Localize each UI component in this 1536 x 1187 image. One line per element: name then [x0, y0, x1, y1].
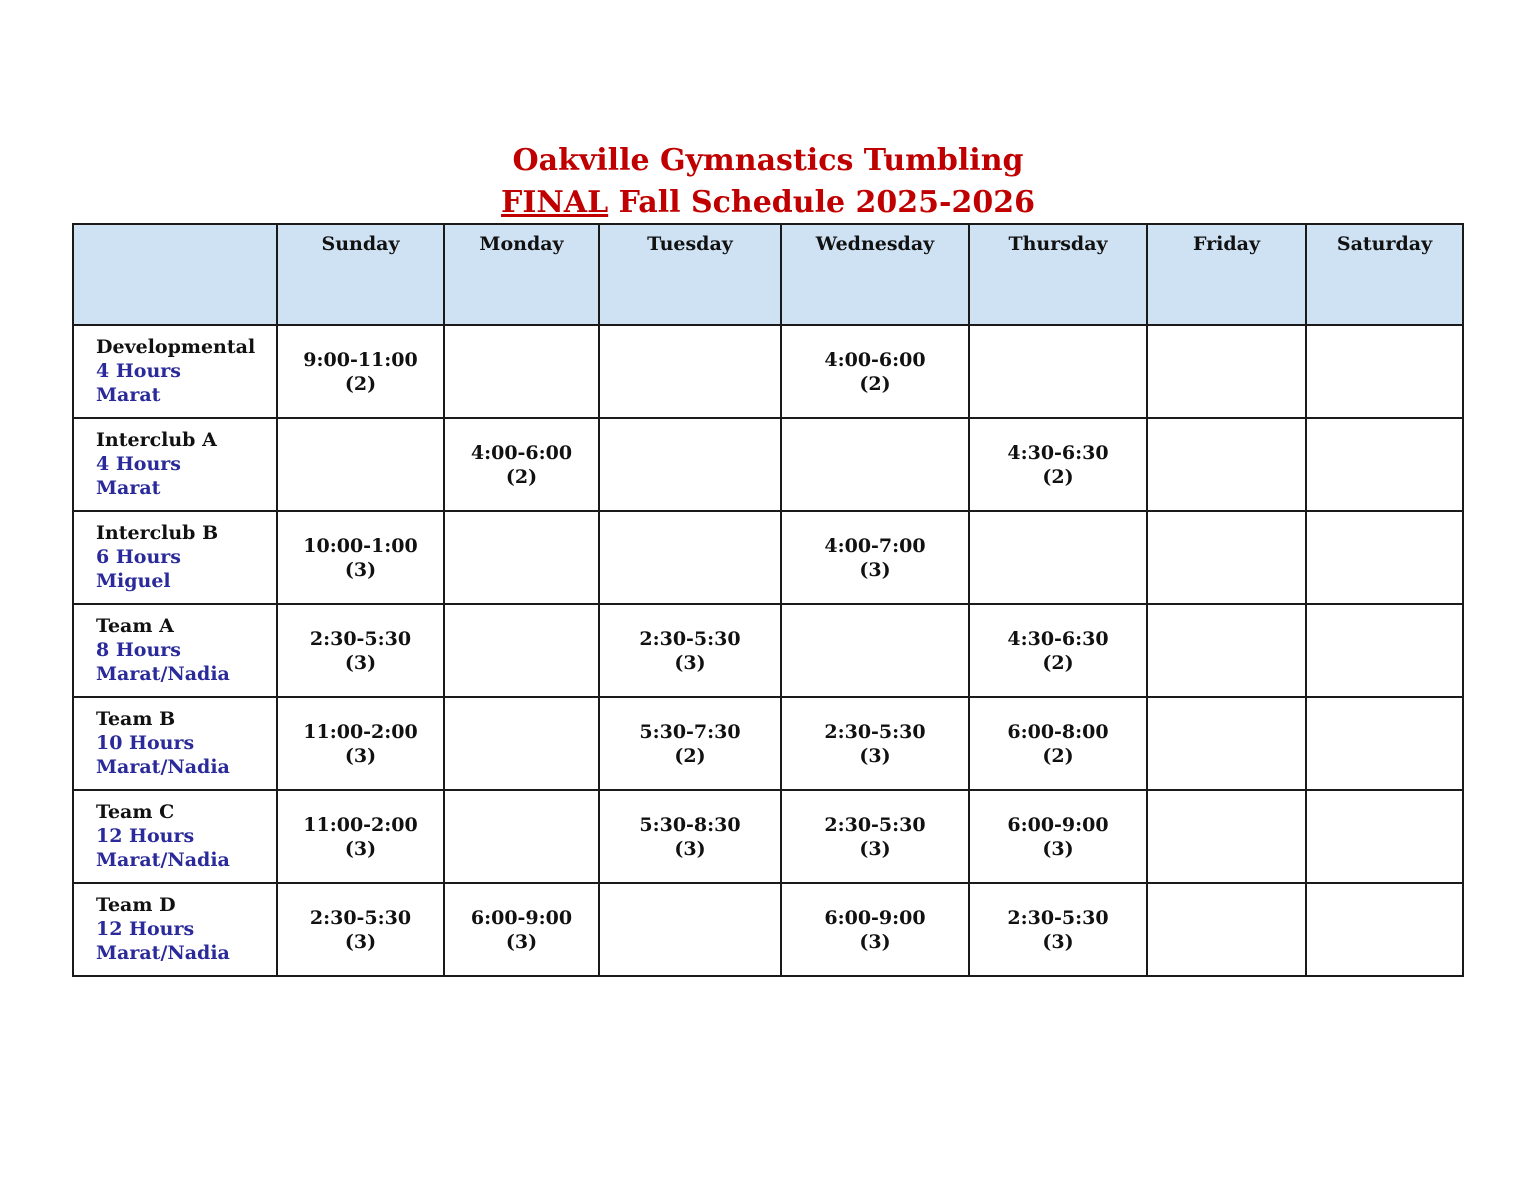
group-cell	[73, 325, 277, 418]
schedule-cell-tuesday	[599, 604, 781, 697]
title-line-2-rest: Fall Schedule 2025-2026	[608, 185, 1035, 220]
slot-time: 4:00-6:00	[824, 349, 926, 371]
header-friday: Friday	[1147, 224, 1306, 325]
schedule-cell-saturday	[1306, 325, 1463, 418]
group-hours: 12 Hours	[96, 918, 195, 940]
schedule-cell-sunday	[277, 418, 444, 511]
slot-time: 4:30-6:30	[1007, 628, 1109, 650]
header-monday: Monday	[444, 224, 599, 325]
slot-time: 6:00-9:00	[470, 907, 573, 929]
group-cell	[73, 511, 277, 604]
slot-time: 2:30-5:30	[309, 907, 412, 929]
slot-duration: (2)	[1042, 745, 1074, 767]
schedule-cell-tuesday	[599, 511, 781, 604]
schedule-cell-friday	[1147, 604, 1306, 697]
group-coach: Marat/Nadia	[96, 942, 230, 964]
slot-time: 5:30-7:30	[639, 721, 741, 743]
schedule-cell-sunday	[277, 883, 444, 976]
schedule-cell-friday	[1147, 511, 1306, 604]
slot-time: 10:00-1:00	[303, 535, 418, 557]
schedule-cell-monday	[444, 790, 599, 883]
slot-time: 2:30-5:30	[824, 814, 926, 836]
slot-duration: (2)	[1042, 466, 1074, 488]
slot-duration: (2)	[674, 745, 706, 767]
group-name: Team C	[96, 801, 175, 823]
schedule-cell-monday	[444, 418, 599, 511]
schedule-cell-friday	[1147, 790, 1306, 883]
slot-time: 2:30-5:30	[639, 628, 741, 650]
title-line-2	[0, 182, 1536, 224]
header-row	[73, 224, 1463, 325]
schedule-cell-wednesday	[781, 697, 969, 790]
schedule-cell-sunday	[277, 325, 444, 418]
slot-duration: (3)	[859, 931, 891, 953]
schedule-cell-saturday	[1306, 511, 1463, 604]
group-cell	[73, 604, 277, 697]
slot-duration: (2)	[344, 373, 377, 395]
schedule-cell-wednesday	[781, 418, 969, 511]
slot-duration: (3)	[344, 652, 377, 674]
title-line-1: Oakville Gymnastics Tumbling	[512, 143, 1024, 178]
schedule-cell-friday	[1147, 325, 1306, 418]
schedule-cell-thursday	[969, 325, 1147, 418]
slot-duration: (3)	[859, 838, 891, 860]
slot-time: 6:00-8:00	[1007, 721, 1109, 743]
schedule-cell-thursday	[969, 697, 1147, 790]
schedule-cell-friday	[1147, 697, 1306, 790]
schedule-cell-tuesday	[599, 325, 781, 418]
slot-duration: (3)	[674, 652, 706, 674]
slot-duration: (3)	[1042, 838, 1074, 860]
schedule-cell-sunday	[277, 790, 444, 883]
schedule-cell-sunday	[277, 604, 444, 697]
slot-time: 2:30-5:30	[309, 628, 412, 650]
document-title	[0, 140, 1536, 224]
schedule-cell-saturday	[1306, 883, 1463, 976]
slot-duration: (3)	[344, 838, 377, 860]
schedule-cell-thursday	[969, 511, 1147, 604]
schedule-cell-thursday	[969, 790, 1147, 883]
group-name: Interclub A	[96, 429, 217, 451]
slot-duration: (3)	[1042, 931, 1074, 953]
schedule-cell-wednesday	[781, 604, 969, 697]
group-name: Team A	[96, 615, 174, 637]
schedule-cell-saturday	[1306, 418, 1463, 511]
slot-duration: (3)	[859, 559, 891, 581]
schedule-cell-thursday	[969, 418, 1147, 511]
group-name: Team B	[96, 708, 176, 730]
schedule-cell-monday	[444, 604, 599, 697]
schedule-cell-friday	[1147, 883, 1306, 976]
schedule-cell-monday	[444, 883, 599, 976]
final-label: FINAL	[501, 185, 609, 220]
slot-duration: (2)	[505, 466, 538, 488]
schedule-cell-tuesday	[599, 883, 781, 976]
group-hours: 10 Hours	[96, 732, 195, 754]
slot-time: 5:30-8:30	[639, 814, 741, 836]
table-row	[73, 697, 1463, 790]
schedule-cell-saturday	[1306, 790, 1463, 883]
schedule-cell-saturday	[1306, 604, 1463, 697]
group-coach: Marat/Nadia	[96, 663, 230, 685]
schedule-cell-wednesday	[781, 511, 969, 604]
table-row	[73, 790, 1463, 883]
group-coach: Marat/Nadia	[96, 849, 230, 871]
group-name: Team D	[96, 894, 176, 916]
slot-time: 6:00-9:00	[1007, 814, 1109, 836]
schedule-cell-tuesday	[599, 418, 781, 511]
slot-duration: (3)	[344, 745, 377, 767]
group-cell	[73, 697, 277, 790]
group-hours: 4 Hours	[96, 453, 181, 475]
slot-duration: (2)	[859, 373, 891, 395]
schedule-cell-sunday	[277, 697, 444, 790]
slot-time: 11:00-2:00	[303, 814, 418, 836]
slot-time: 4:00-7:00	[824, 535, 926, 557]
group-coach: Marat	[96, 477, 161, 499]
schedule-cell-saturday	[1306, 697, 1463, 790]
schedule-cell-monday	[444, 325, 599, 418]
group-hours: 8 Hours	[96, 639, 181, 661]
table-row	[73, 604, 1463, 697]
header-wednesday: Wednesday	[781, 224, 969, 325]
slot-time: 4:30-6:30	[1007, 442, 1109, 464]
schedule-cell-monday	[444, 697, 599, 790]
schedule-cell-wednesday	[781, 790, 969, 883]
group-coach: Marat/Nadia	[96, 756, 230, 778]
schedule-cell-friday	[1147, 418, 1306, 511]
group-coach: Marat	[96, 384, 161, 406]
schedule-cell-wednesday	[781, 883, 969, 976]
table-row	[73, 325, 1463, 418]
slot-time: 2:30-5:30	[1007, 907, 1109, 929]
slot-duration: (3)	[344, 931, 377, 953]
group-hours: 6 Hours	[96, 546, 181, 568]
group-cell	[73, 790, 277, 883]
slot-duration: (3)	[344, 559, 377, 581]
group-name: Developmental	[96, 336, 256, 358]
slot-time: 4:00-6:00	[470, 442, 573, 464]
slot-time: 2:30-5:30	[824, 721, 926, 743]
schedule-cell-monday	[444, 511, 599, 604]
slot-duration: (3)	[505, 931, 538, 953]
group-hours: 4 Hours	[96, 360, 181, 382]
table-row	[73, 511, 1463, 604]
header-sunday: Sunday	[277, 224, 444, 325]
slot-duration: (2)	[1042, 652, 1074, 674]
table-row	[73, 883, 1463, 976]
slot-duration: (3)	[859, 745, 891, 767]
schedule-cell-tuesday	[599, 790, 781, 883]
group-coach: Miguel	[96, 570, 171, 592]
schedule-table	[72, 223, 1464, 977]
group-hours: 12 Hours	[96, 825, 195, 847]
slot-time: 6:00-9:00	[824, 907, 926, 929]
slot-time: 9:00-11:00	[303, 349, 418, 371]
group-name: Interclub B	[96, 522, 219, 544]
schedule-cell-wednesday	[781, 325, 969, 418]
header-corner	[73, 224, 277, 325]
slot-time: 11:00-2:00	[303, 721, 418, 743]
schedule-cell-thursday	[969, 604, 1147, 697]
schedule-cell-sunday	[277, 511, 444, 604]
header-tuesday: Tuesday	[599, 224, 781, 325]
schedule-cell-thursday	[969, 883, 1147, 976]
group-cell	[73, 418, 277, 511]
slot-duration: (3)	[674, 838, 706, 860]
table-row	[73, 418, 1463, 511]
group-cell	[73, 883, 277, 976]
header-saturday: Saturday	[1306, 224, 1463, 325]
schedule-cell-tuesday	[599, 697, 781, 790]
header-thursday: Thursday	[969, 224, 1147, 325]
